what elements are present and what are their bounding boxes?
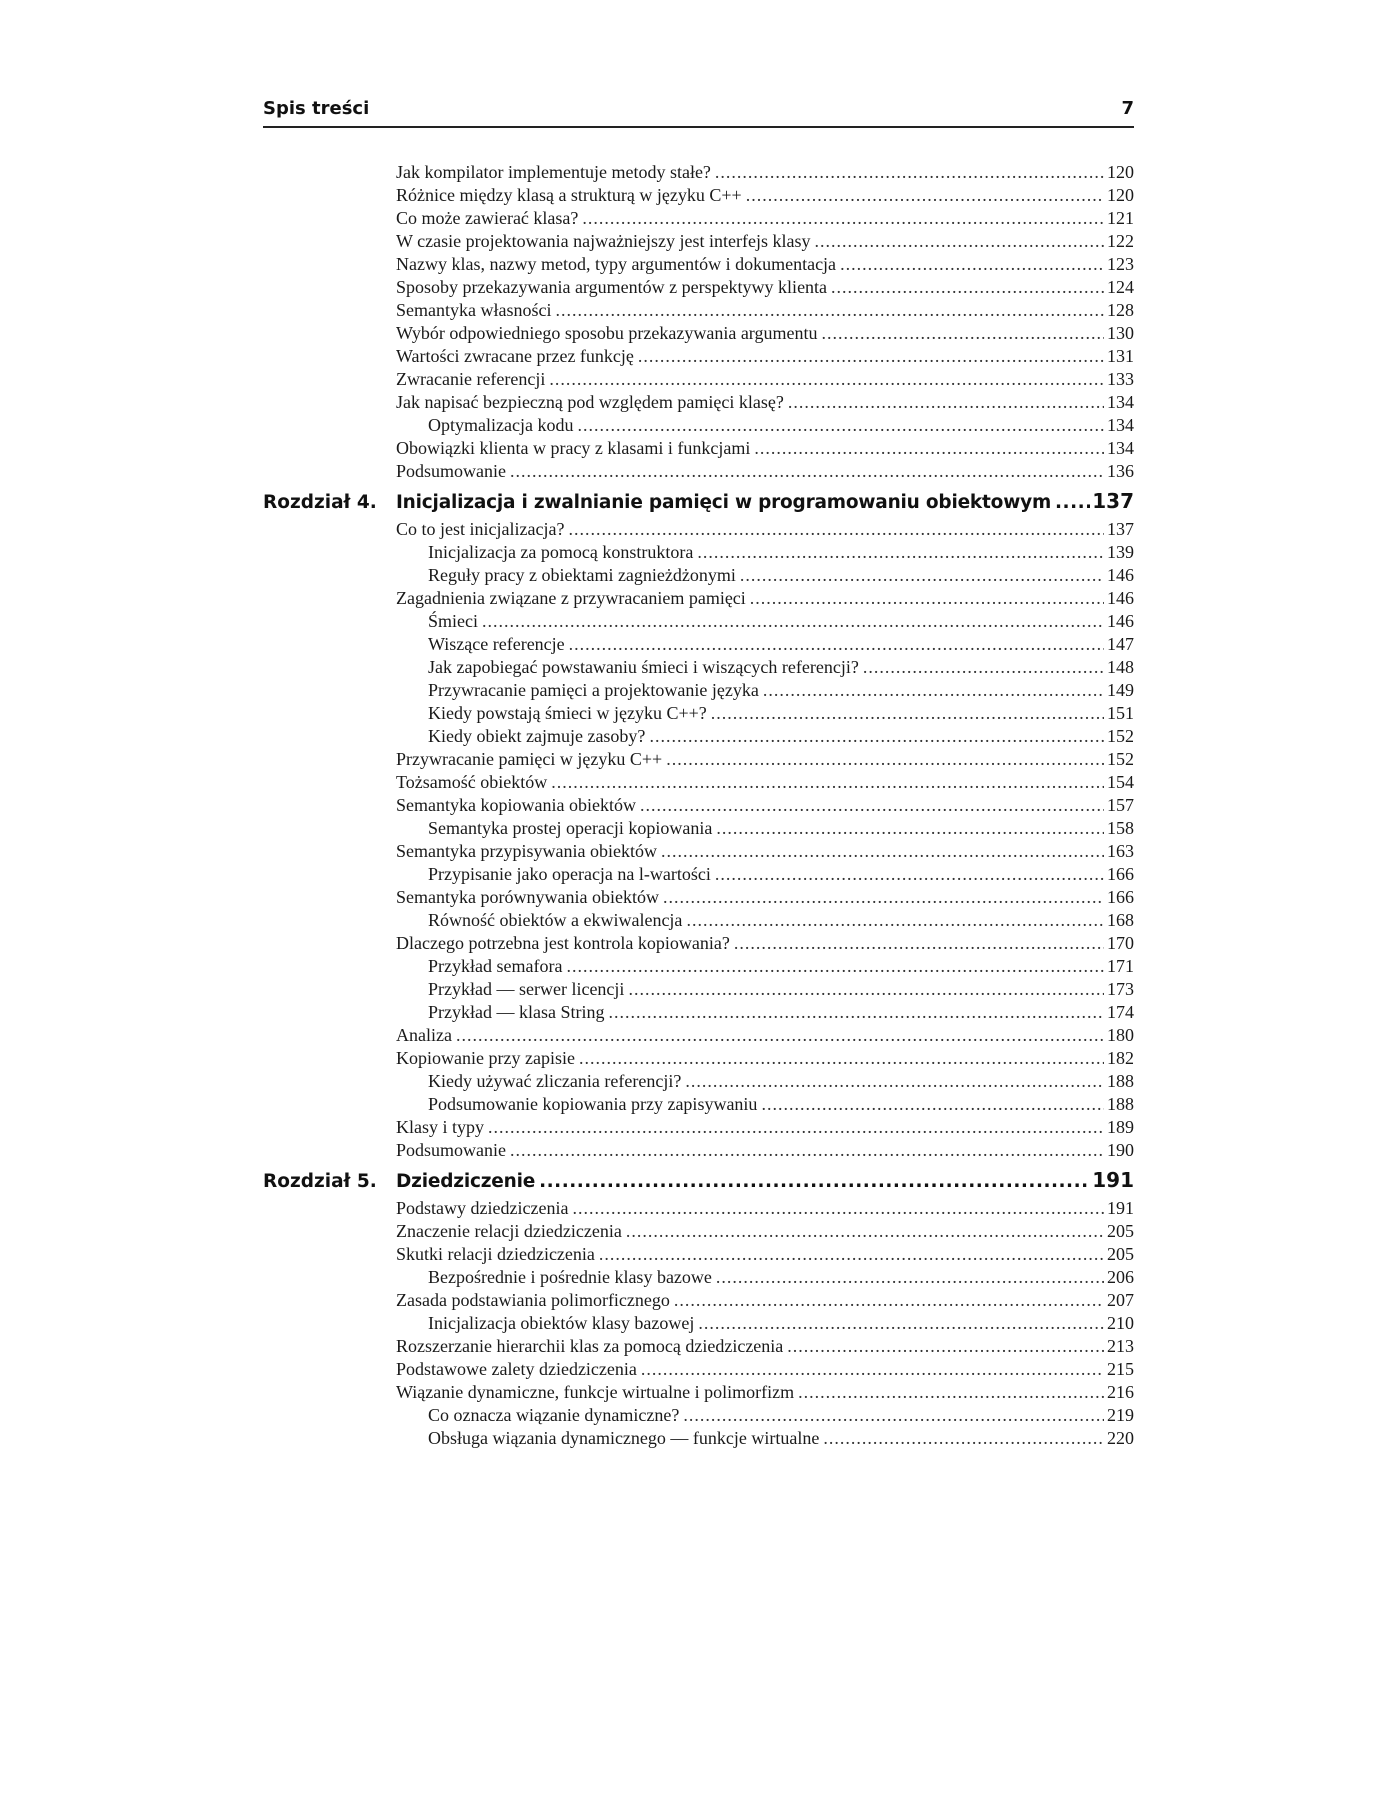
dot-leader <box>608 1001 1104 1024</box>
toc-entry-page: 210 <box>1107 1313 1134 1333</box>
toc-entry-page: 137 <box>1107 519 1134 539</box>
dot-leader <box>551 771 1104 794</box>
toc-entry-title: Semantyka przypisywania obiektów <box>396 841 657 861</box>
toc-entry[interactable] <box>263 1312 1134 1335</box>
toc-entry-title: Różnice między klasą a strukturą w języku C++ <box>396 185 742 205</box>
toc-entry-title: Tożsamość obiektów <box>396 772 548 792</box>
toc-entry-page: 182 <box>1107 1048 1134 1068</box>
toc-entry-title: Klasy i typy <box>396 1117 484 1137</box>
dot-leader <box>549 368 1104 391</box>
toc-entry-page: 151 <box>1107 703 1134 723</box>
page-number: 7 <box>1121 98 1134 119</box>
toc-entry-page: 168 <box>1107 910 1134 930</box>
toc-entry-title: Znaczenie relacji dziedziczenia <box>396 1221 622 1241</box>
toc-entry-page: 180 <box>1107 1025 1134 1045</box>
dot-leader <box>555 299 1104 322</box>
dot-leader <box>863 656 1104 679</box>
toc-entry-title: Przykład semafora <box>428 956 563 976</box>
toc-entry-title: Przywracanie pamięci a projektowanie języka <box>428 680 759 700</box>
toc-entry-title: Dlaczego potrzebna jest kontrola kopiowania? <box>396 933 730 953</box>
toc-entry-page: 154 <box>1107 772 1134 792</box>
toc-entry[interactable] <box>263 276 1134 299</box>
toc-entry-page: 120 <box>1107 185 1134 205</box>
toc-entry-page: 152 <box>1107 726 1134 746</box>
toc-entry[interactable] <box>263 656 1134 679</box>
toc-entry-page: 134 <box>1107 392 1134 412</box>
toc-entry-title: Przywracanie pamięci w języku C++ <box>396 749 663 769</box>
toc-entry-title: Jak napisać bezpieczną pod względem pamięci klasę? <box>396 392 784 412</box>
chapter-page: 137 <box>1092 489 1134 513</box>
toc-entry-page: 131 <box>1107 346 1134 366</box>
toc-entry-page: 146 <box>1107 611 1134 631</box>
toc-entry-title: Semantyka własności <box>396 300 552 320</box>
toc-entry-title: Semantyka prostej operacji kopiowania <box>428 818 713 838</box>
dot-leader <box>640 794 1104 817</box>
dot-leader <box>715 161 1104 184</box>
toc-entry-title: Reguły pracy z obiektami zagnieżdżonymi <box>428 565 736 585</box>
toc-entry-page: 191 <box>1107 1198 1134 1218</box>
toc-entry-title: Kiedy używać zliczania referencji? <box>428 1071 682 1091</box>
toc-entry[interactable] <box>263 725 1134 748</box>
chapter-title: Dziedziczenie <box>396 1171 536 1192</box>
dot-leader <box>740 564 1104 587</box>
dot-leader <box>599 1243 1104 1266</box>
dot-leader <box>716 817 1104 840</box>
toc-entry-title: Zagadnienia związane z przywracaniem pamięci <box>396 588 746 608</box>
dot-leader <box>821 322 1104 345</box>
toc-entry[interactable] <box>263 253 1134 276</box>
toc-entry-page: 170 <box>1107 933 1134 953</box>
toc-entry-title: Wiązanie dynamiczne, funkcje wirtualne i polimorfizm <box>396 1382 795 1402</box>
toc-entry[interactable] <box>263 1427 1134 1450</box>
dot-leader <box>685 1070 1104 1093</box>
toc-entry-page: 220 <box>1107 1428 1134 1448</box>
toc-entry[interactable] <box>263 1070 1134 1093</box>
toc-entry[interactable] <box>263 564 1134 587</box>
toc-entry[interactable] <box>263 460 1134 483</box>
dot-leader <box>711 702 1104 725</box>
chapter-label: Rozdział 5. <box>263 1171 377 1192</box>
dot-leader <box>566 955 1104 978</box>
dot-leader <box>761 1093 1104 1116</box>
dot-leader <box>577 414 1104 437</box>
toc-entry-page: 124 <box>1107 277 1134 297</box>
toc-entry-page: 152 <box>1107 749 1134 769</box>
toc-entry-page: 149 <box>1107 680 1134 700</box>
toc-entry-page: 188 <box>1107 1071 1134 1091</box>
dot-leader <box>683 1404 1104 1427</box>
table-of-contents <box>263 161 1134 1450</box>
toc-entry[interactable] <box>263 1197 1134 1220</box>
dot-leader <box>666 748 1104 771</box>
toc-entry-page: 205 <box>1107 1244 1134 1264</box>
toc-entry[interactable] <box>263 207 1134 230</box>
toc-entry-page: 134 <box>1107 415 1134 435</box>
toc-entry[interactable] <box>263 184 1134 207</box>
toc-entry-page: 206 <box>1107 1267 1134 1287</box>
toc-entry-title: Jak zapobiegać powstawaniu śmieci i wiszących referencji? <box>428 657 859 677</box>
toc-entry-title: Kopiowanie przy zapisie <box>396 1048 575 1068</box>
toc-entry-page: 146 <box>1107 588 1134 608</box>
dot-leader <box>746 184 1104 207</box>
toc-entry[interactable] <box>263 161 1134 184</box>
toc-entry-title: Równość obiektów a ekwiwalencja <box>428 910 683 930</box>
toc-entry-title: Analiza <box>396 1025 452 1045</box>
toc-entry[interactable] <box>263 702 1134 725</box>
toc-entry[interactable] <box>263 1289 1134 1312</box>
toc-entry-page: 166 <box>1107 887 1134 907</box>
toc-entry-page: 139 <box>1107 542 1134 562</box>
dot-leader <box>649 725 1104 748</box>
toc-entry-page: 123 <box>1107 254 1134 274</box>
toc-entry-page: 148 <box>1107 657 1134 677</box>
toc-entry-title: Wartości zwracane przez funkcję <box>396 346 634 366</box>
toc-entry-title: Zwracanie referencji <box>396 369 546 389</box>
toc-entry[interactable] <box>263 1335 1134 1358</box>
toc-entry[interactable] <box>263 610 1134 633</box>
toc-entry-title: Inicjalizacja za pomocą konstruktora <box>428 542 694 562</box>
toc-entry-title: Wiszące referencje <box>428 634 565 654</box>
dot-leader <box>568 518 1104 541</box>
toc-entry-page: 157 <box>1107 795 1134 815</box>
toc-entry-page: 190 <box>1107 1140 1134 1160</box>
toc-entry-page: 134 <box>1107 438 1134 458</box>
toc-entry-page: 171 <box>1107 956 1134 976</box>
toc-entry-title: Zasada podstawiania polimorficznego <box>396 1290 670 1310</box>
toc-entry-title: Bezpośrednie i pośrednie klasy bazowe <box>428 1267 712 1287</box>
toc-entry-title: W czasie projektowania najważniejszy jest interfejs klasy <box>396 231 811 251</box>
dot-leader <box>1055 486 1090 520</box>
dot-leader <box>582 207 1104 230</box>
toc-entry-title: Skutki relacji dziedziczenia <box>396 1244 595 1264</box>
toc-entry-page: 128 <box>1107 300 1134 320</box>
toc-entry-page: 121 <box>1107 208 1134 228</box>
dot-leader <box>663 886 1104 909</box>
toc-entry-title: Podsumowanie <box>396 1140 506 1160</box>
toc-entry[interactable] <box>263 978 1134 1001</box>
dot-leader <box>539 1165 1090 1199</box>
dot-leader <box>734 932 1104 955</box>
toc-entry-page: 173 <box>1107 979 1134 999</box>
toc-entry-page: 207 <box>1107 1290 1134 1310</box>
toc-entry[interactable] <box>263 679 1134 702</box>
dot-leader <box>638 345 1104 368</box>
toc-entry-page: 189 <box>1107 1117 1134 1137</box>
toc-entry-title: Podstawowe zalety dziedziczenia <box>396 1359 637 1379</box>
toc-entry-title: Optymalizacja kodu <box>428 415 574 435</box>
toc-entry-page: 216 <box>1107 1382 1134 1402</box>
dot-leader <box>579 1047 1104 1070</box>
toc-entry-page: 136 <box>1107 461 1134 481</box>
toc-entry-page: 130 <box>1107 323 1134 343</box>
toc-entry-title: Sposoby przekazywania argumentów z perspektywy klienta <box>396 277 828 297</box>
toc-entry[interactable] <box>263 322 1134 345</box>
toc-entry-title: Śmieci <box>428 611 478 631</box>
toc-entry[interactable] <box>263 886 1134 909</box>
toc-entry[interactable] <box>263 391 1134 414</box>
dot-leader <box>716 1266 1104 1289</box>
toc-entry-title: Jak kompilator implementuje metody stałe? <box>396 162 711 182</box>
toc-entry-title: Rozszerzanie hierarchii klas za pomocą dziedziczenia <box>396 1336 784 1356</box>
dot-leader <box>456 1024 1104 1047</box>
toc-entry[interactable] <box>263 1266 1134 1289</box>
toc-entry-title: Obowiązki klienta w pracy z klasami i funkcjami <box>396 438 751 458</box>
chapter-page: 191 <box>1092 1168 1134 1192</box>
dot-leader <box>697 541 1104 564</box>
toc-entry-title: Podsumowanie <box>396 461 506 481</box>
dot-leader <box>815 230 1104 253</box>
toc-entry-title: Co to jest inicjalizacja? <box>396 519 565 539</box>
toc-entry[interactable] <box>263 1358 1134 1381</box>
toc-entry-page: 163 <box>1107 841 1134 861</box>
dot-leader <box>750 587 1104 610</box>
toc-entry[interactable] <box>263 932 1134 955</box>
dot-leader <box>840 253 1104 276</box>
dot-leader <box>754 437 1104 460</box>
toc-entry-page: 205 <box>1107 1221 1134 1241</box>
toc-entry[interactable] <box>263 1220 1134 1243</box>
toc-entry[interactable] <box>263 541 1134 564</box>
dot-leader <box>572 1197 1104 1220</box>
toc-entry-page: 122 <box>1107 231 1134 251</box>
toc-entry-title: Przykład — klasa String <box>428 1002 605 1022</box>
toc-entry[interactable] <box>263 817 1134 840</box>
toc-entry[interactable] <box>263 518 1134 541</box>
toc-entry-title: Kiedy obiekt zajmuje zasoby? <box>428 726 646 746</box>
dot-leader <box>510 1139 1104 1162</box>
chapter-label: Rozdział 4. <box>263 492 377 513</box>
toc-entry-title: Nazwy klas, nazwy metod, typy argumentów i dokumentacja <box>396 254 837 274</box>
toc-section-chapter-4 <box>263 518 1134 1162</box>
toc-entry[interactable] <box>263 1404 1134 1427</box>
toc-entry-page: 188 <box>1107 1094 1134 1114</box>
dot-leader <box>763 679 1104 702</box>
toc-entry[interactable] <box>263 414 1134 437</box>
toc-entry[interactable] <box>263 299 1134 322</box>
dot-leader <box>641 1358 1104 1381</box>
toc-entry[interactable] <box>263 1381 1134 1404</box>
dot-leader <box>698 1312 1104 1335</box>
toc-entry-page: 147 <box>1107 634 1134 654</box>
dot-leader <box>569 633 1104 656</box>
toc-entry[interactable] <box>263 1243 1134 1266</box>
toc-entry-title: Przykład — serwer licencji <box>428 979 625 999</box>
toc-entry[interactable] <box>263 748 1134 771</box>
chapter-title: Inicjalizacja i zwalnianie pamięci w programowaniu obiektowym <box>396 492 1052 513</box>
dot-leader <box>831 276 1104 299</box>
toc-entry[interactable] <box>263 771 1134 794</box>
toc-entry-page: 174 <box>1107 1002 1134 1022</box>
toc-entry-title: Semantyka kopiowania obiektów <box>396 795 636 815</box>
dot-leader <box>798 1381 1104 1404</box>
toc-entry-page: 213 <box>1107 1336 1134 1356</box>
dot-leader <box>628 978 1104 1001</box>
toc-entry[interactable] <box>263 1047 1134 1070</box>
toc-entry-title: Obsługa wiązania dynamicznego — funkcje wirtualne <box>428 1428 820 1448</box>
running-header <box>263 96 1134 128</box>
dot-leader <box>715 863 1104 886</box>
dot-leader <box>626 1220 1104 1243</box>
toc-entry[interactable] <box>263 633 1134 656</box>
toc-entry[interactable] <box>263 437 1134 460</box>
toc-entry-title: Co może zawierać klasa? <box>396 208 579 228</box>
toc-chapter-5[interactable] <box>263 1163 1134 1197</box>
dot-leader <box>686 909 1104 932</box>
toc-entry-page: 219 <box>1107 1405 1134 1425</box>
toc-entry-title: Przypisanie jako operacja na l-wartości <box>428 864 711 884</box>
toc-entry-title: Kiedy powstają śmieci w języku C++? <box>428 703 707 723</box>
toc-entry-page: 133 <box>1107 369 1134 389</box>
toc-entry[interactable] <box>263 1093 1134 1116</box>
running-header-title: Spis treści <box>263 98 370 119</box>
toc-section-chapter-3-continued <box>263 161 1134 483</box>
toc-entry-title: Podsumowanie kopiowania przy zapisywaniu <box>428 1094 758 1114</box>
toc-entry[interactable] <box>263 345 1134 368</box>
toc-chapter-4[interactable] <box>263 484 1134 518</box>
dot-leader <box>823 1427 1104 1450</box>
toc-entry-page: 166 <box>1107 864 1134 884</box>
dot-leader <box>510 460 1104 483</box>
dot-leader <box>482 610 1104 633</box>
toc-entry[interactable] <box>263 1024 1134 1047</box>
toc-entry[interactable] <box>263 955 1134 978</box>
toc-section-chapter-5 <box>263 1197 1134 1450</box>
toc-entry[interactable] <box>263 1116 1134 1139</box>
toc-entry-page: 158 <box>1107 818 1134 838</box>
toc-entry[interactable] <box>263 863 1134 886</box>
dot-leader <box>488 1116 1104 1139</box>
toc-entry-page: 120 <box>1107 162 1134 182</box>
toc-entry[interactable] <box>263 587 1134 610</box>
dot-leader <box>661 840 1104 863</box>
dot-leader <box>674 1289 1104 1312</box>
dot-leader <box>788 391 1104 414</box>
toc-entry[interactable] <box>263 1001 1134 1024</box>
dot-leader <box>787 1335 1104 1358</box>
toc-entry-title: Inicjalizacja obiektów klasy bazowej <box>428 1313 695 1333</box>
toc-entry[interactable] <box>263 794 1134 817</box>
toc-entry-title: Wybór odpowiedniego sposobu przekazywania argumentu <box>396 323 818 343</box>
toc-entry[interactable] <box>263 1139 1134 1162</box>
toc-entry-title: Podstawy dziedziczenia <box>396 1198 569 1218</box>
toc-entry-title: Semantyka porównywania obiektów <box>396 887 659 907</box>
toc-entry-title: Co oznacza wiązanie dynamiczne? <box>428 1405 680 1425</box>
toc-entry-page: 146 <box>1107 565 1134 585</box>
toc-entry[interactable] <box>263 840 1134 863</box>
toc-entry[interactable] <box>263 909 1134 932</box>
toc-entry[interactable] <box>263 368 1134 391</box>
toc-entry[interactable] <box>263 230 1134 253</box>
toc-entry-page: 215 <box>1107 1359 1134 1379</box>
